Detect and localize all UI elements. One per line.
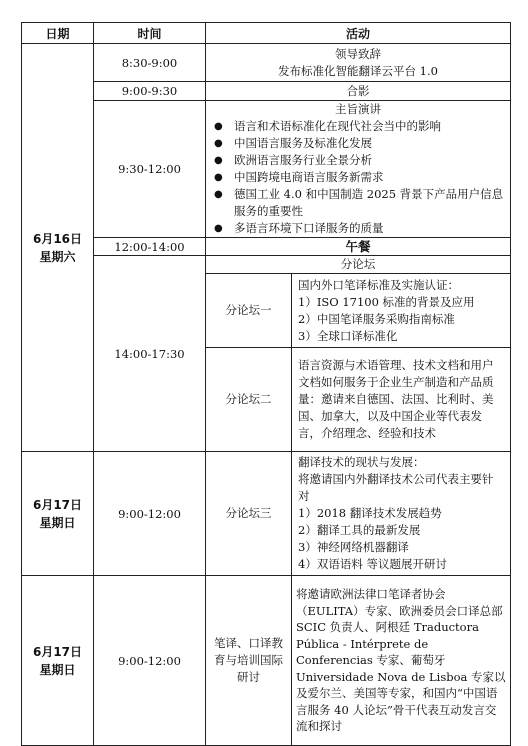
header-row	[22, 23, 511, 44]
forum-line: 将邀请国内外翻译技术公司代表主要针对	[298, 472, 494, 503]
agenda-table	[21, 22, 511, 746]
forum-line: 2）翻译工具的最新发展	[298, 523, 421, 537]
time-cell: 9:00-12:00	[94, 576, 206, 746]
list-item: ● 中国语言服务及标准化发展	[214, 135, 510, 152]
activity-line: 发布标准化智能翻译云平台 1.0	[278, 63, 438, 78]
table-row	[22, 452, 511, 576]
date-label: 6月17日	[32, 644, 83, 659]
forum-line: 3）全球口译标准化	[298, 328, 398, 343]
activity-cell: 合影	[206, 82, 511, 101]
forum-content	[292, 452, 511, 576]
keynote-title: 主旨演讲	[335, 102, 381, 116]
date-cell-day2	[22, 452, 94, 576]
activity-cell: 午餐	[206, 238, 511, 256]
forum-line: 1）ISO 17100 标准的背景及应用	[298, 294, 475, 309]
forum-line: 翻译技术的现状与发展：	[298, 455, 425, 469]
activity-cell	[206, 44, 511, 82]
date-label: 6月17日	[32, 497, 83, 512]
date-label: 6月16日	[32, 231, 83, 246]
date-cell-day3	[22, 576, 94, 746]
forum-name: 分论坛三	[206, 452, 292, 576]
time-cell: 9:30-12:00	[94, 101, 206, 238]
keynote-cell	[206, 101, 511, 238]
time-cell: 14:00-17:30	[94, 256, 206, 452]
list-item: ● 多语言环境下口译服务的质量	[214, 220, 510, 237]
time-cell: 12:00-14:00	[94, 238, 206, 256]
list-item: ● 语言和术语标准化在现代社会当中的影响	[214, 118, 510, 135]
table-row	[22, 82, 511, 101]
table-row	[22, 238, 511, 256]
table-row	[22, 101, 511, 238]
time-cell: 9:00-12:00	[94, 452, 206, 576]
table-row	[22, 256, 511, 274]
forum-content	[292, 274, 511, 348]
table-row	[22, 44, 511, 82]
forum-line: 4）双语语料 等议题展开研讨	[298, 557, 447, 571]
forum-line: 3）神经网络机器翻译	[298, 540, 409, 554]
list-item: ● 中国跨境电商语言服务新需求	[214, 169, 510, 186]
subforum-title: 分论坛	[206, 256, 511, 274]
keynote-list	[206, 118, 510, 237]
forum-content: 语言资源与术语管理、技术文档和用户文档如何服务于企业生产制造和产品质量：邀请来自德国、法国、比利时、美国、加拿大，以及中国企业等代表发言，介绍理念、经验和技术	[292, 348, 511, 452]
header-date: 日期	[22, 23, 94, 44]
forum-content: 将邀请欧洲法律口笔译者协会（EULITA）专家、欧洲委员会口译总部 SCIC 负责人、阿根廷 Traductora Pública - Intérprete de Conferencias 专家、葡萄牙 Universidade Nova de Lisboa 专家以及爱尔兰、美国等专家，和国内“中国语言服务 40 人论坛”骨干代表互动发言交流和探讨	[292, 576, 511, 746]
time-cell: 9:00-9:30	[94, 82, 206, 101]
date-cell-day1	[22, 44, 94, 452]
header-time: 时间	[94, 23, 206, 44]
forum-name: 笔译、口译教育与培训国际研讨	[206, 576, 292, 746]
activity-line: 领导致辞	[335, 46, 381, 61]
list-item: ● 德国工业 4.0 和中国制造 2025 背景下产品用户信息服务的重要性	[214, 186, 510, 220]
forum-name: 分论坛二	[206, 348, 292, 452]
forum-line: 2）中国笔译服务采购指南标准	[298, 311, 455, 326]
table-row	[22, 576, 511, 746]
forum-line: 1）2018 翻译技术发展趋势	[298, 506, 442, 520]
forum-name: 分论坛一	[206, 274, 292, 348]
weekday-label: 星期日	[39, 515, 76, 530]
header-activity: 活动	[206, 23, 511, 44]
weekday-label: 星期六	[39, 249, 76, 264]
time-cell: 8:30-9:00	[94, 44, 206, 82]
forum-line: 国内外口笔译标准及实施认证：	[298, 277, 459, 292]
weekday-label: 星期日	[39, 662, 76, 677]
list-item: ● 欧洲语言服务行业全景分析	[214, 152, 510, 169]
